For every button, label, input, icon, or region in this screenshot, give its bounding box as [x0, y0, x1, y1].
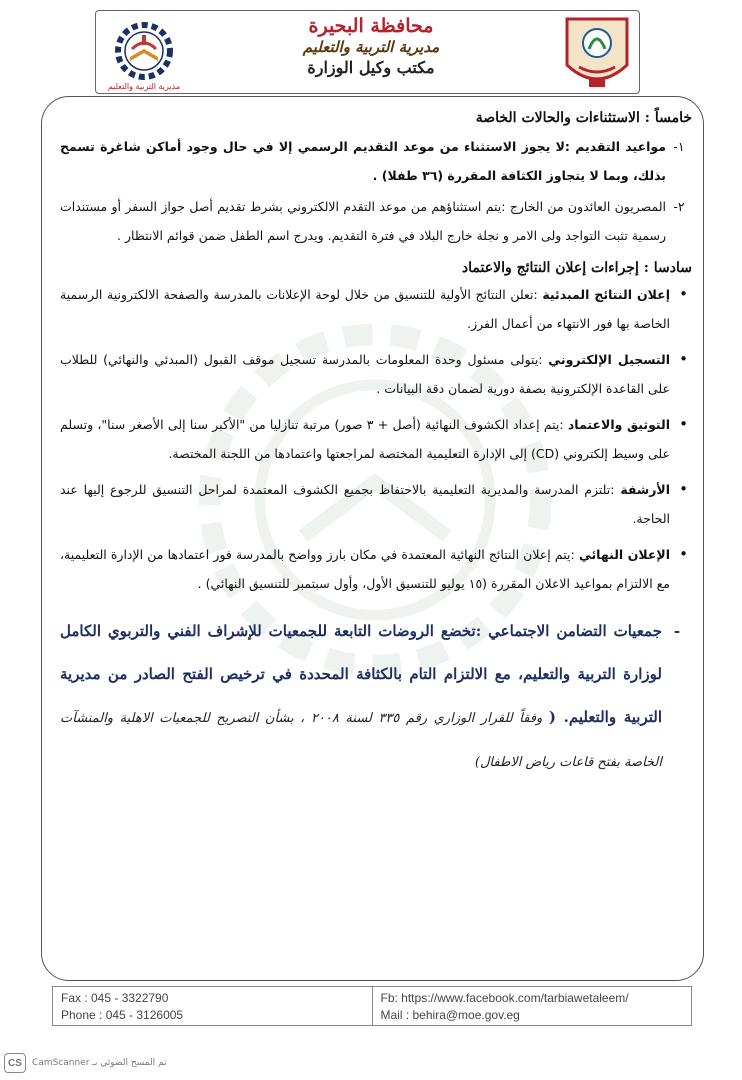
office-title: مكتب وكيل الوزارة [307, 58, 435, 77]
handwritten-note: وفقاً للقرار الوزاري رقم ٣٣٥ لسنة ٢٠٠٨ ، بشأن التصريح للجمعيات الاهلية والمنشآت الخاصة بفتح قاعات رياض الاطفال) [60, 711, 662, 770]
web-mail-column [373, 987, 692, 1025]
bullet-text: :تعلن النتائج الأولية للتنسيق من خلال لوحة الإعلانات بالمدرسة والصفحة الالكترونية الرسمية الخاصة بها فور الانتهاء من أعمال الفرز. [60, 287, 670, 331]
document-body [60, 102, 692, 784]
section-five-title: خامساً : الاستثناءات والحالات الخاصة [475, 110, 692, 126]
social-text: جمعيات التضامن الاجتماعي :تخضع الروضات التابعة للجمعيات للإشراف الفني والتربوي الكامل لوزارة التربية والتعليم، مع الالتزام التام بالكثافة المحددة في ترخيص الفتح الصادر من مديرية التربية والتعليم. ( [60, 622, 662, 726]
list-item [60, 410, 692, 468]
bullet-text: :يتم إعلان النتائج النهائية المعتمدة في مكان بارز وواضح بالمدرسة فور اعتمادها من الإدارة التعليمية، مع الالتزام بمواعيد الاعلان المقررة (١٥ يوليو للتنسيق الأول، وأول سبتمبر للتنسيق النهائي) . [60, 547, 670, 591]
header-titles [266, 15, 476, 79]
email-link[interactable]: Mail : behira@moe.gov.eg [380, 1008, 520, 1022]
results-procedures-list [60, 280, 692, 598]
bullet-text: :يتولى مسئول وحدة المعلومات بالمدرسة تسجيل موقف القبول (المبدئي والنهائي) للطلاب على القاعدة الإلكترونية بصفة دورية لضمان دقة البيانات . [60, 352, 670, 396]
phone-fax-column [53, 987, 373, 1025]
facebook-link[interactable]: Fb: https://www.facebook.com/tarbiawetaleem/ [380, 991, 629, 1005]
item-number: ١- [673, 139, 685, 154]
bullet-text: :تلتزم المدرسة والمديرية التعليمية بالاحتفاظ بجميع الكشوف المعتمدة لمراحل التنسيق للرجوع إليها عند الحاجة. [60, 482, 670, 526]
governorate-title: محافظة البحيرة [308, 15, 434, 37]
bullet-lead: إعلان النتائج المبدئية [542, 287, 670, 302]
bullet-lead: التسجيل الإلكتروني [548, 352, 670, 367]
dash-marker: - [673, 622, 681, 640]
list-item [60, 540, 692, 598]
camscanner-mark [4, 1052, 166, 1074]
list-item [60, 280, 692, 338]
letterhead [95, 10, 640, 94]
contact-footer [52, 986, 692, 1026]
list-item [60, 475, 692, 533]
directorate-logo-icon [102, 19, 186, 93]
item-text: مواعيد التقديم :لا يجوز الاستثناء من موعد التقديم الرسمي إلا في حال وجود أماكن شاغرة تسمح بذلك، وبما لا يتجاوز الكثافة المقررة (٣٦ طفلا) . [60, 139, 666, 183]
social-solidarity-paragraph [60, 610, 692, 784]
item-number: ٢- [673, 199, 685, 214]
bullet-lead: الإعلان النهائي [578, 547, 670, 562]
section-six-title: سادسا : إجراءات إعلان النتائج والاعتماد [461, 260, 692, 276]
left-logo-caption: مديرية التربية والتعليم [107, 82, 181, 91]
item-text: المصريون العائدون من الخارج :يتم استثناؤهم من موعد التقدم الالكتروني بشرط تقديم أصل جواز السفر أو مستندات رسمية تثبت التواجد ولى الامر و نجلة خارج البلاد في فترة التقديم. ويدرج اسم الطفل ضمن قوائم الانتظار . [60, 199, 666, 243]
phone-number: Phone : 045 - 3126005 [61, 1008, 184, 1022]
scanner-text: تم المسح الضوئي بـ CamScanner [32, 1058, 167, 1068]
directorate-title: مديرية التربية والتعليم [302, 38, 440, 56]
list-item [60, 345, 692, 403]
list-item [60, 132, 692, 190]
bullet-text: :يتم إعداد الكشوف النهائية (أصل + ٣ صور) مرتبة تنازليا من "الأكبر سنا إلى الأصغر سنا"، وتسلم على وسيط إلكتروني (CD) إلى الإدارة التعليمية المختصة لمراجعتها واعتمادها من اللجنة المختصة. [60, 417, 670, 461]
bullet-lead: التوثيق والاعتماد [567, 417, 670, 432]
list-item [60, 192, 692, 250]
camscanner-icon: CS [4, 1053, 26, 1073]
governorate-emblem-icon [559, 13, 635, 93]
fax-number: Fax : 045 - 3322790 [61, 991, 169, 1005]
bullet-lead: الأرشفة [620, 482, 670, 497]
